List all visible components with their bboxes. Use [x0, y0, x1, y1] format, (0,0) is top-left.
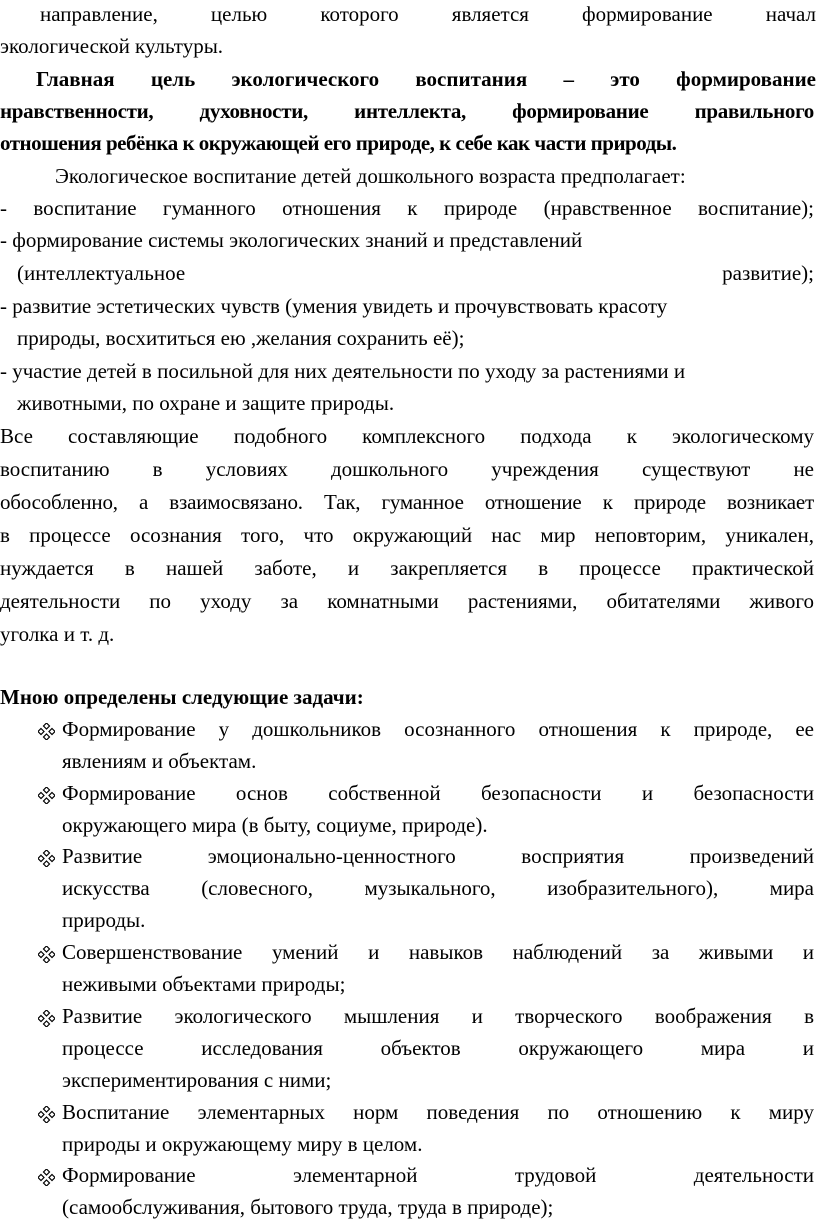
approach-line-3: обособленно, а взаимосвязано. Так, гуманное отношение к природе возникает [0, 490, 814, 514]
intro-line-2: экологической культуры. [0, 34, 224, 58]
task-item-line: Воспитание элементарных норм поведения по отношению к миру [62, 1100, 814, 1124]
four-diamond-bullet-icon [38, 1160, 58, 1192]
task-item-line: природы. [62, 908, 146, 932]
approach-line-4: в процессе осознания того, что окружающий нас мир неповторим, уникален, [0, 523, 814, 547]
task-item-line: Формирование элементарной трудовой деятельности [62, 1163, 814, 1187]
approach-line-5: нуждается в нашей заботе, и закрепляется в процессе практической [0, 556, 814, 580]
four-diamond-bullet-icon [38, 714, 58, 746]
preschool-item-1: - воспитание гуманного отношения к природе (нравственное воспитание); [0, 196, 814, 220]
approach-line-2: воспитанию в условиях дошкольного учреждения существуют не [0, 457, 814, 481]
tasks-heading: Мною определены следующие задачи: [0, 685, 364, 709]
task-item-line: экспериментирования с ними; [62, 1068, 332, 1092]
task-item-line: неживыми объектами природы; [62, 972, 346, 996]
main-goal-line-3: отношения ребёнка к окружающей его природе, к себе как части природы. [0, 131, 677, 155]
preschool-item-2-line-2b: развитие); [722, 261, 814, 285]
task-item-line: Развитие эмоционально-ценностного восприятия произведений [62, 844, 814, 868]
main-goal-line-1: Главная цель экологического воспитания – это формирование [36, 67, 816, 91]
task-item-line: Совершенствование умений и навыков наблюдений за живыми и [62, 940, 814, 964]
task-item-line: Формирование у дошкольников осознанного отношения к природе, ее [62, 717, 814, 741]
four-diamond-bullet-icon [38, 841, 58, 873]
approach-line-1: Все составляющие подобного комплексного подхода к экологическому [0, 424, 814, 448]
main-goal-line-2: нравственности, духовности, интеллекта, формирование правильного [0, 99, 814, 123]
task-item-line: явлениям и объектам. [62, 749, 257, 773]
preschool-item-4-line-1: - участие детей в посильной для них деятельности по уходу за растениями и [0, 359, 686, 383]
preschool-item-2-line-1: - формирование системы экологических знаний и представлений [0, 228, 583, 252]
four-diamond-bullet-icon [38, 778, 58, 810]
task-item-line: природы и окружающему миру в целом. [62, 1132, 423, 1156]
task-item-line: (самообслуживания, бытового труда, труда в природе); [62, 1195, 554, 1219]
task-item-line: Формирование основ собственной безопасности и безопасности [62, 781, 814, 805]
task-item-line: процессе исследования объектов окружающего мира и [62, 1036, 814, 1060]
preschool-lead: Экологическое воспитание детей дошкольного возраста предполагает: [55, 164, 686, 188]
task-item-line: искусства (словесного, музыкального, изобразительного), мира [62, 876, 814, 900]
preschool-item-3-line-2: природы, восхититься ею ,желания сохранить её); [17, 326, 465, 350]
preschool-item-4-line-2: животными, по охране и защите природы. [17, 391, 395, 415]
task-item-line: окружающего мира (в быту, социуме, природе). [62, 813, 488, 837]
preschool-item-2-line-2a: (интеллектуальное [17, 261, 186, 285]
intro-line-1: направление, целью которого является формирование начал [40, 2, 816, 26]
approach-line-7: уголка и т. д. [0, 622, 115, 646]
four-diamond-bullet-icon [38, 1001, 58, 1033]
task-item-line: Развитие экологического мышления и творческого воображения в [62, 1004, 814, 1028]
four-diamond-bullet-icon [38, 937, 58, 969]
approach-line-6: деятельности по уходу за комнатными растениями, обитателями живого [0, 589, 814, 613]
four-diamond-bullet-icon [38, 1097, 58, 1129]
preschool-item-3-line-1: - развитие эстетических чувств (умения увидеть и прочувствовать красоту [0, 294, 668, 318]
